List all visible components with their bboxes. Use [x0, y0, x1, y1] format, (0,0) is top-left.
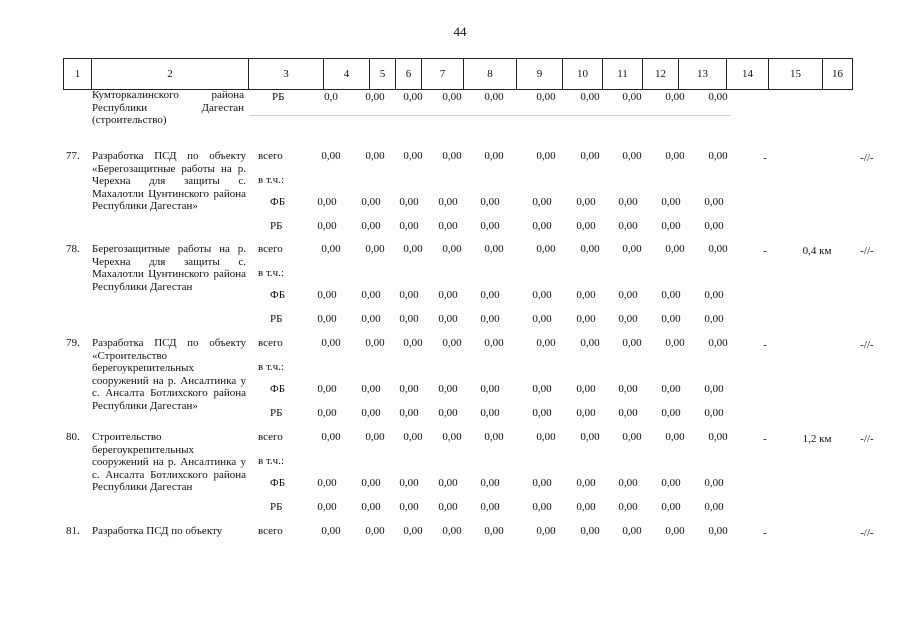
value-cell: 0,00	[576, 407, 596, 419]
column-header: 1	[64, 59, 92, 90]
value-cell: 0,00	[708, 525, 728, 537]
col16-cell: -//-	[860, 433, 874, 445]
value-cell: 0,00	[704, 289, 724, 301]
line-label: всего	[258, 431, 283, 443]
value-cell: 0,00	[704, 477, 724, 489]
row-name: Разработка ПСД по объекту	[92, 525, 223, 537]
value-cell: 0,00	[365, 243, 385, 255]
value-cell: 0,00	[317, 289, 337, 301]
value-cell: 0,00	[484, 91, 504, 103]
value-cell: 0,00	[532, 313, 552, 325]
line-label: РБ	[270, 501, 283, 513]
value-cell: 0,00	[622, 525, 642, 537]
line-label: РБ	[270, 407, 283, 419]
column-header-table	[63, 58, 853, 90]
value-cell: 0,00	[704, 407, 724, 419]
value-cell: 0,00	[365, 525, 385, 537]
value-cell: 0,00	[536, 337, 556, 349]
value-cell: 0,00	[321, 243, 341, 255]
value-cell: 0,00	[321, 431, 341, 443]
value-cell: 0,00	[403, 337, 423, 349]
value-cell: 0,00	[661, 501, 681, 513]
col16-cell: -//-	[860, 339, 874, 351]
column-header: 5	[370, 59, 396, 90]
value-cell: 0,00	[480, 220, 500, 232]
value-cell: 0,00	[704, 383, 724, 395]
value-cell: 0,00	[704, 220, 724, 232]
value-cell: 0,00	[438, 289, 458, 301]
value-cell: 0,00	[321, 525, 341, 537]
value-cell: 0,00	[532, 477, 552, 489]
value-cell: 0,00	[361, 477, 381, 489]
value-cell: 0,00	[661, 383, 681, 395]
value-cell: 0,0	[324, 91, 338, 103]
value-cell: 0,00	[704, 196, 724, 208]
value-cell: 0,00	[704, 313, 724, 325]
column-header: 7	[422, 59, 464, 90]
value-cell: 0,00	[618, 289, 638, 301]
row-number: 80.	[66, 431, 80, 443]
value-cell: 0,00	[365, 91, 385, 103]
value-cell: 0,00	[365, 150, 385, 162]
value-cell: 0,00	[361, 407, 381, 419]
value-cell: 0,00	[532, 407, 552, 419]
column-header: 4	[324, 59, 370, 90]
column-header: 15	[769, 59, 823, 90]
value-cell: 0,00	[622, 431, 642, 443]
value-cell: 0,00	[618, 477, 638, 489]
value-cell: 0,00	[580, 431, 600, 443]
value-cell: 0,00	[661, 407, 681, 419]
value-cell: 0,00	[438, 407, 458, 419]
line-label: всего	[258, 150, 283, 162]
value-cell: 0,00	[321, 150, 341, 162]
value-cell: 0,00	[580, 337, 600, 349]
value-cell: 0,00	[317, 313, 337, 325]
value-cell: 0,00	[618, 196, 638, 208]
column-header: 11	[603, 59, 643, 90]
value-cell: 0,00	[442, 337, 462, 349]
value-cell: 0,00	[399, 383, 419, 395]
line-label: РБ	[270, 313, 283, 325]
value-cell: 0,00	[480, 407, 500, 419]
value-cell: 0,00	[317, 220, 337, 232]
line-label: ФБ	[270, 383, 286, 395]
column-header: 16	[823, 59, 853, 90]
col16-cell: -//-	[860, 245, 874, 257]
column-header: 2	[92, 59, 249, 90]
value-cell: 0,00	[403, 525, 423, 537]
value-cell: 0,00	[403, 431, 423, 443]
value-cell: 0,00	[484, 337, 504, 349]
col15-cell: 0,4 км	[802, 245, 832, 257]
page-number: 44	[453, 24, 467, 39]
col14-cell: -	[763, 339, 767, 351]
value-cell: 0,00	[665, 337, 685, 349]
col14-cell: -	[763, 245, 767, 257]
value-cell: 0,00	[361, 289, 381, 301]
value-cell: 0,00	[661, 289, 681, 301]
value-cell: 0,00	[438, 313, 458, 325]
value-cell: 0,00	[622, 337, 642, 349]
value-cell: 0,00	[580, 525, 600, 537]
value-cell: 0,00	[532, 501, 552, 513]
value-cell: 0,00	[484, 243, 504, 255]
value-cell: 0,00	[536, 91, 556, 103]
value-cell: 0,00	[317, 477, 337, 489]
value-cell: 0,00	[442, 91, 462, 103]
value-cell: 0,00	[708, 91, 728, 103]
value-cell: 0,00	[317, 407, 337, 419]
value-cell: 0,00	[532, 196, 552, 208]
value-cell: 0,00	[361, 501, 381, 513]
line-label: ФБ	[270, 196, 286, 208]
column-header: 6	[396, 59, 422, 90]
row-name: Берегозащитные работы на р. Черехна для защиты с. Махалотли Цунтинского района Республики Дагестан	[92, 243, 246, 293]
value-cell: 0,00	[618, 313, 638, 325]
value-cell: 0,00	[622, 243, 642, 255]
column-header: 10	[563, 59, 603, 90]
col16-cell: -//-	[860, 152, 874, 164]
value-cell: 0,00	[484, 431, 504, 443]
value-cell: 0,00	[618, 220, 638, 232]
value-cell: 0,00	[480, 383, 500, 395]
value-cell: 0,00	[580, 91, 600, 103]
line-label: в т.ч.:	[258, 267, 285, 279]
value-cell: 0,00	[403, 150, 423, 162]
value-cell: 0,00	[480, 313, 500, 325]
value-cell: 0,00	[480, 501, 500, 513]
value-cell: 0,00	[576, 196, 596, 208]
value-cell: 0,00	[399, 477, 419, 489]
col14-cell: -	[763, 527, 767, 539]
table-body	[0, 89, 905, 640]
value-cell: 0,00	[403, 91, 423, 103]
value-cell: 0,00	[576, 313, 596, 325]
column-header: 12	[643, 59, 679, 90]
value-cell: 0,00	[399, 196, 419, 208]
value-cell: 0,00	[361, 220, 381, 232]
value-cell: 0,00	[399, 501, 419, 513]
value-cell: 0,00	[532, 289, 552, 301]
value-cell: 0,00	[399, 407, 419, 419]
row-name: Строительство берегоукрепительных сооружений на р. Ансалтинка у с. Ансалта Ботлихского района Республики Дагестан	[92, 431, 246, 493]
line-label: всего	[258, 243, 283, 255]
row-name: Разработка ПСД по объекту «Строительство берегоукрепительных сооружений на р. Ансалтинка у с. Ансалта Ботлихского района Республики Дагестан»	[92, 337, 246, 412]
value-cell: 0,00	[442, 431, 462, 443]
col16-cell: -//-	[860, 527, 874, 539]
value-cell: 0,00	[661, 196, 681, 208]
line-label: ФБ	[270, 477, 286, 489]
value-cell: 0,00	[661, 313, 681, 325]
value-cell: 0,00	[399, 289, 419, 301]
line-label: РБ	[270, 220, 283, 232]
column-header: 14	[727, 59, 769, 90]
value-cell: 0,00	[576, 289, 596, 301]
value-cell: 0,00	[399, 220, 419, 232]
value-cell: 0,00	[438, 501, 458, 513]
line-label: в т.ч.:	[258, 174, 285, 186]
value-cell: 0,00	[480, 477, 500, 489]
value-cell: 0,00	[442, 525, 462, 537]
scan-artifact	[250, 115, 730, 116]
row-number: 79.	[66, 337, 80, 349]
value-cell: 0,00	[532, 220, 552, 232]
column-header: 9	[517, 59, 563, 90]
value-cell: 0,00	[580, 243, 600, 255]
value-cell: 0,00	[361, 313, 381, 325]
row-name: Кумторкалинского района Республики Дагестан (строительство)	[92, 89, 244, 126]
value-cell: 0,00	[484, 525, 504, 537]
value-cell: 0,00	[484, 150, 504, 162]
column-header: 8	[464, 59, 517, 90]
value-cell: 0,00	[321, 337, 341, 349]
value-cell: 0,00	[618, 383, 638, 395]
value-cell: 0,00	[442, 150, 462, 162]
value-cell: 0,00	[665, 91, 685, 103]
line-label: в т.ч.:	[258, 361, 285, 373]
value-cell: 0,00	[536, 243, 556, 255]
value-cell: 0,00	[661, 220, 681, 232]
row-number: 77.	[66, 150, 80, 162]
value-cell: 0,00	[361, 196, 381, 208]
value-cell: 0,00	[480, 196, 500, 208]
col14-cell: -	[763, 433, 767, 445]
value-cell: 0,00	[576, 501, 596, 513]
row-number: 78.	[66, 243, 80, 255]
value-cell: 0,00	[576, 220, 596, 232]
value-cell: 0,00	[317, 501, 337, 513]
value-cell: 0,00	[576, 383, 596, 395]
row-label: РБ	[272, 91, 285, 103]
value-cell: 0,00	[365, 337, 385, 349]
value-cell: 0,00	[438, 477, 458, 489]
value-cell: 0,00	[665, 150, 685, 162]
value-cell: 0,00	[708, 431, 728, 443]
value-cell: 0,00	[361, 383, 381, 395]
col14-cell: -	[763, 152, 767, 164]
value-cell: 0,00	[480, 289, 500, 301]
value-cell: 0,00	[442, 243, 462, 255]
value-cell: 0,00	[536, 150, 556, 162]
value-cell: 0,00	[665, 431, 685, 443]
value-cell: 0,00	[704, 501, 724, 513]
value-cell: 0,00	[438, 383, 458, 395]
value-cell: 0,00	[576, 477, 596, 489]
value-cell: 0,00	[532, 383, 552, 395]
value-cell: 0,00	[399, 313, 419, 325]
column-header: 3	[249, 59, 324, 90]
value-cell: 0,00	[580, 150, 600, 162]
value-cell: 0,00	[317, 383, 337, 395]
line-label: в т.ч.:	[258, 455, 285, 467]
value-cell: 0,00	[618, 501, 638, 513]
value-cell: 0,00	[665, 243, 685, 255]
column-header: 13	[679, 59, 727, 90]
row-name: Разработка ПСД по объекту «Берегозащитные работы на р. Черехна для защиты с. Махалотли Цунтинского района Республики Дагестан»	[92, 150, 246, 212]
value-cell: 0,00	[403, 243, 423, 255]
line-label: всего	[258, 525, 283, 537]
value-cell: 0,00	[622, 91, 642, 103]
value-cell: 0,00	[365, 431, 385, 443]
value-cell: 0,00	[622, 150, 642, 162]
value-cell: 0,00	[618, 407, 638, 419]
value-cell: 0,00	[708, 243, 728, 255]
value-cell: 0,00	[708, 337, 728, 349]
value-cell: 0,00	[665, 525, 685, 537]
value-cell: 0,00	[661, 477, 681, 489]
value-cell: 0,00	[708, 150, 728, 162]
line-label: ФБ	[270, 289, 286, 301]
value-cell: 0,00	[536, 431, 556, 443]
row-number: 81.	[66, 525, 80, 537]
value-cell: 0,00	[536, 525, 556, 537]
value-cell: 0,00	[438, 196, 458, 208]
col15-cell: 1,2 км	[802, 433, 832, 445]
line-label: всего	[258, 337, 283, 349]
value-cell: 0,00	[438, 220, 458, 232]
value-cell: 0,00	[317, 196, 337, 208]
